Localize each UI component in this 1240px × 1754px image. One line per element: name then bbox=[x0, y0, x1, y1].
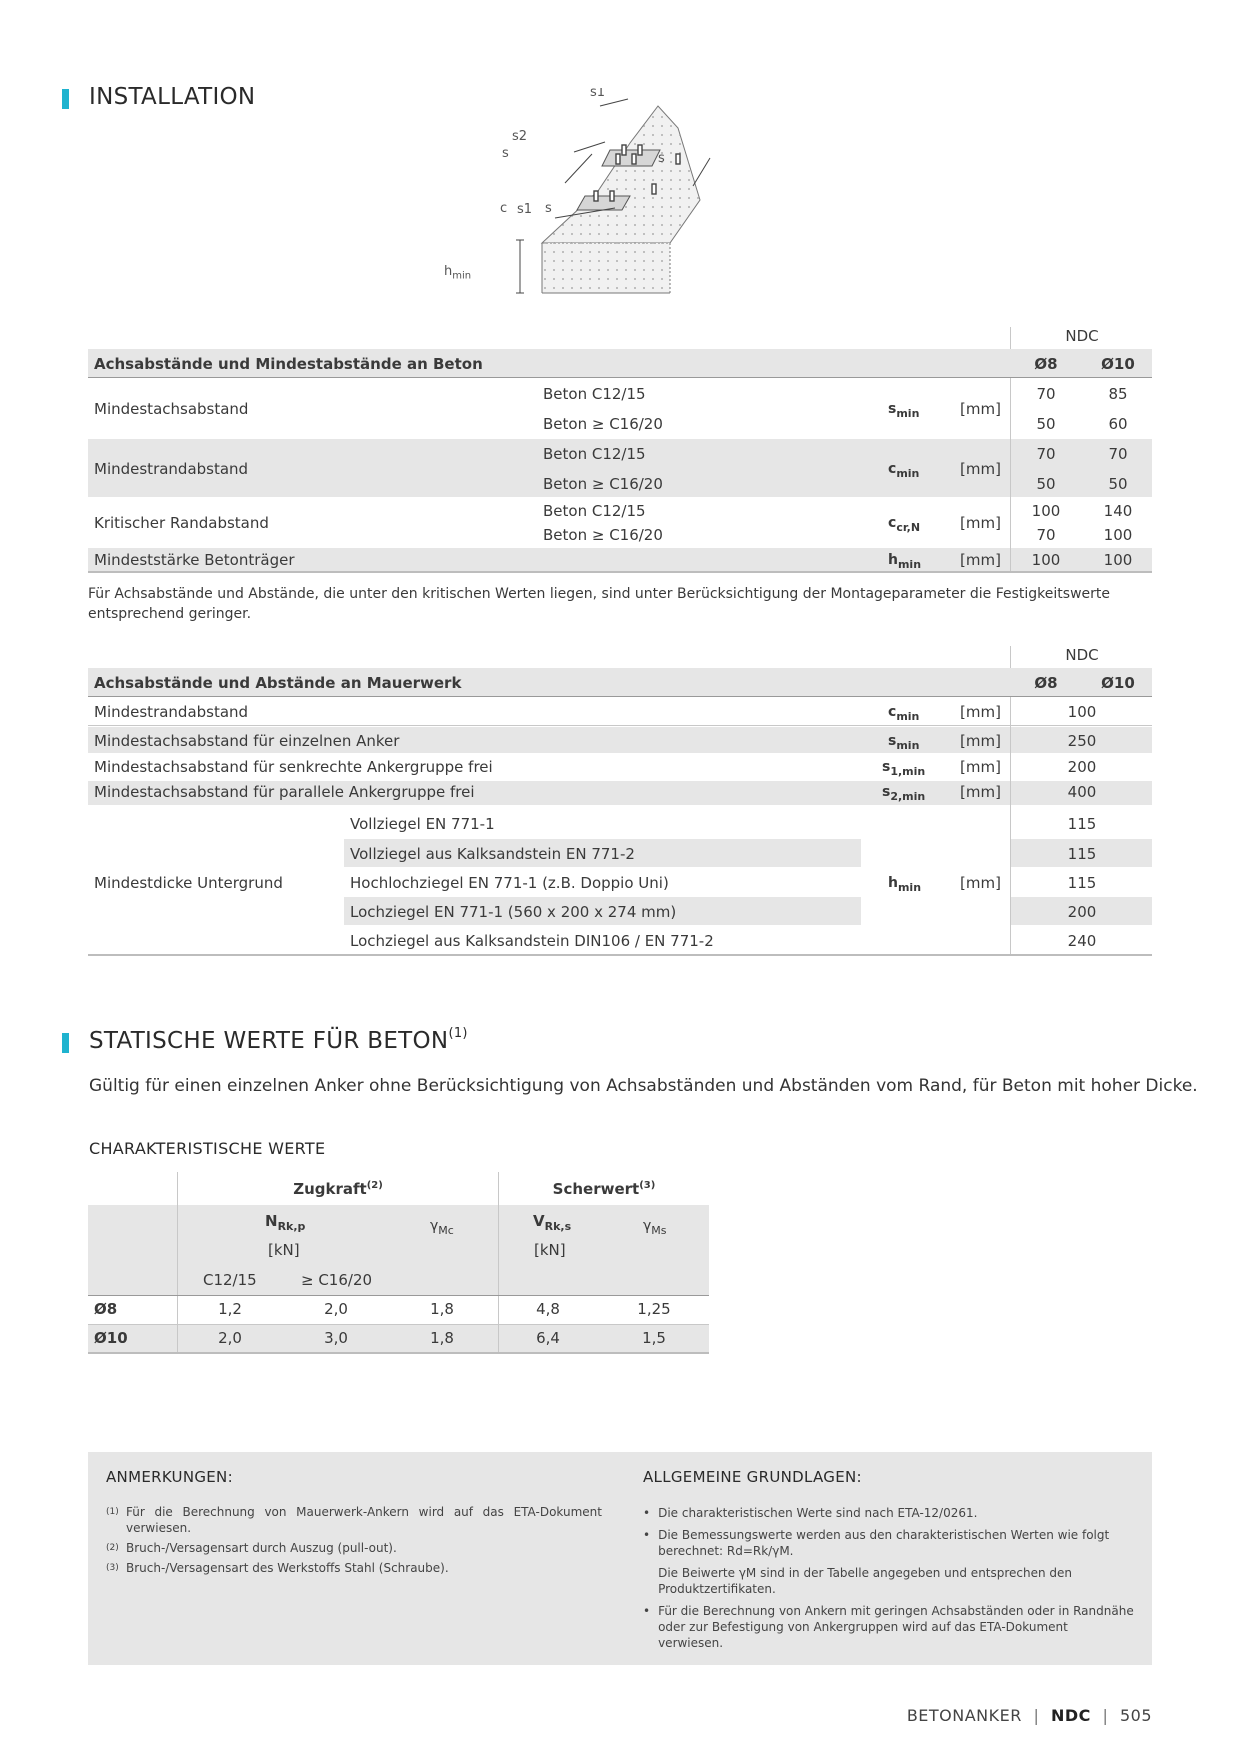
n-rkp-symbol: $N_{Rk,p}$ bbox=[265, 1212, 306, 1233]
beton-row-label: Kritischer Randabstand bbox=[94, 514, 269, 532]
beton-row-unit: [mm] bbox=[960, 460, 1001, 478]
material-value: 240 bbox=[1067, 932, 1097, 950]
beton-row-symbol: $c_{cr,N}$ bbox=[888, 515, 921, 534]
gamma-mc-symbol: $\gamma_{Mc}$ bbox=[430, 1218, 454, 1237]
beton-product: NDC bbox=[1065, 327, 1099, 345]
beton-row-sub2: Beton ≥ C16/20 bbox=[543, 475, 663, 493]
static-value: 6,4 bbox=[536, 1329, 560, 1347]
footer-product: NDC bbox=[1050, 1706, 1091, 1725]
beton-row-unit: [mm] bbox=[960, 551, 1001, 569]
label-s-right: s bbox=[658, 151, 665, 166]
zugkraft-header: Zugkraft$^{(2)}$ bbox=[293, 1180, 383, 1198]
beton-row-symbol: $s_{min}$ bbox=[888, 401, 920, 420]
static-row-d: Ø8 bbox=[94, 1300, 118, 1318]
label-s1-top: s1 bbox=[590, 88, 606, 100]
list-item: • Für die Berechnung von Ankern mit geringen Achsabständen oder in Randnähe oder zur Befestigung von Ankergruppen wird auf das ETA-Dokument verwiesen. bbox=[643, 1604, 1134, 1650]
beton-note: Für Achsabstände und Abstände, die unter den kritischen Werten liegen, sind unter Berücksichtigung der Montageparameter die Festigkeitswerte entsprechend geringer. bbox=[88, 586, 1110, 622]
beton-row-sub1: Beton C12/15 bbox=[543, 445, 646, 463]
static-header-bg bbox=[88, 1205, 177, 1295]
class-c1620: ≥ C16/20 bbox=[301, 1271, 373, 1289]
beton-row-sub1: Beton C12/15 bbox=[543, 502, 646, 520]
beton-row-sub1: Beton C12/15 bbox=[543, 385, 646, 403]
list-item: Die Beiwerte γM sind in der Tabelle angegeben und entsprechen den Produktzertifikaten. bbox=[658, 1566, 1073, 1596]
static-value: 1,8 bbox=[430, 1300, 454, 1318]
beton-row-symbol: $h_{min}$ bbox=[888, 552, 922, 571]
page-footer: BETONANKER | NDC | 505 bbox=[906, 1706, 1152, 1725]
mauer-row-unit: [mm] bbox=[960, 758, 1001, 776]
static-value: 3,0 bbox=[324, 1329, 348, 1347]
beton-row-label: Mindeststärke Betonträger bbox=[94, 551, 295, 569]
beton-value: 50 bbox=[1036, 415, 1056, 433]
label-s-bottom: s bbox=[545, 201, 552, 216]
mauer-row-label: Mindestachsabstand für parallele Ankergruppe frei bbox=[94, 783, 475, 801]
beton-value: 100 bbox=[1031, 551, 1061, 569]
mauer-row-unit: [mm] bbox=[960, 783, 1001, 801]
mauer-row-label: Mindestachsabstand für senkrechte Ankergruppe frei bbox=[94, 758, 493, 776]
rule bbox=[88, 725, 1152, 726]
material-name: Lochziegel EN 771-1 (560 x 200 x 274 mm) bbox=[350, 903, 677, 921]
beton-row-label: Mindestachsabstand bbox=[94, 400, 249, 418]
mauer-row-label: Mindestachsabstand für einzelnen Anker bbox=[94, 732, 400, 750]
static-value: 1,2 bbox=[218, 1300, 242, 1318]
static-value: 2,0 bbox=[324, 1300, 348, 1318]
beton-row-unit: [mm] bbox=[960, 400, 1001, 418]
material-value: 115 bbox=[1067, 845, 1097, 863]
rule bbox=[88, 571, 1152, 573]
v-rks-symbol: $V_{Rk,s}$ bbox=[533, 1212, 572, 1233]
rule bbox=[88, 696, 1152, 697]
section-marker bbox=[62, 1033, 69, 1053]
mauer-d8: Ø8 bbox=[1034, 674, 1058, 692]
footnote: (3) Bruch-/Versagensart des Werkstoffs Stahl (Schraube). bbox=[106, 1561, 449, 1575]
static-value: 1,25 bbox=[637, 1300, 671, 1318]
mauer-row-unit: [mm] bbox=[960, 703, 1001, 721]
footnote: (1) Für die Berechnung von Mauerwerk-Ankern wird auf das ETA-Dokument verwiesen. bbox=[106, 1505, 602, 1535]
unit-kn: [kN] bbox=[268, 1241, 300, 1259]
beton-value: 70 bbox=[1036, 526, 1056, 544]
mauer-row-symbol: $s_{1,min}$ bbox=[882, 759, 926, 778]
rule bbox=[88, 954, 1152, 956]
section-marker bbox=[62, 89, 69, 109]
static-value: 1,5 bbox=[642, 1329, 666, 1347]
beton-value: 140 bbox=[1103, 502, 1133, 520]
beton-value: 70 bbox=[1108, 445, 1128, 463]
beton-row-label: Mindestrandabstand bbox=[94, 460, 249, 478]
mauer-row-label: Mindestrandabstand bbox=[94, 703, 249, 721]
mauer-thickness-unit: [mm] bbox=[960, 874, 1001, 892]
material-value: 115 bbox=[1067, 874, 1097, 892]
mauer-value: 250 bbox=[1067, 732, 1097, 750]
rule bbox=[88, 1352, 709, 1354]
footnote: (2) Bruch-/Versagensart durch Auszug (pull-out). bbox=[106, 1541, 397, 1555]
char-title: CHARAKTERISTISCHE WERTE bbox=[89, 1139, 326, 1158]
beton-value: 50 bbox=[1108, 475, 1128, 493]
unit-kn: [kN] bbox=[534, 1241, 566, 1259]
installation-diagram bbox=[480, 88, 770, 308]
beton-value: 100 bbox=[1103, 526, 1133, 544]
class-c1215: C12/15 bbox=[203, 1271, 257, 1289]
mauer-header: Achsabstände und Abstände an Mauerwerk bbox=[94, 674, 462, 692]
material-name: Vollziegel aus Kalksandstein EN 771-2 bbox=[350, 845, 635, 863]
mauer-row-symbol: $c_{min}$ bbox=[888, 704, 920, 723]
label-c: c bbox=[500, 201, 508, 216]
mauer-value: 200 bbox=[1067, 758, 1097, 776]
page-number: 505 bbox=[1119, 1706, 1152, 1725]
beton-header: Achsabstände und Mindestabstände an Beton bbox=[94, 355, 483, 373]
beton-value: 70 bbox=[1036, 445, 1056, 463]
material-name: Hochlochziegel EN 771-1 (z.B. Doppio Uni) bbox=[350, 874, 669, 892]
material-value: 115 bbox=[1067, 815, 1097, 833]
label-s2: s2 bbox=[512, 129, 528, 144]
mauer-value: 100 bbox=[1067, 703, 1097, 721]
static-value: 1,8 bbox=[430, 1329, 454, 1347]
beton-value: 100 bbox=[1031, 502, 1061, 520]
label-s1-bottom: s1 bbox=[517, 202, 533, 217]
static-row-d: Ø10 bbox=[94, 1329, 128, 1347]
list-item: • Die charakteristischen Werte sind nach ETA-12/0261. bbox=[643, 1506, 978, 1520]
footer-section: BETONANKER bbox=[906, 1706, 1022, 1725]
mauer-thickness-label: Mindestdicke Untergrund bbox=[94, 874, 283, 892]
static-subtitle: Gültig für einen einzelnen Anker ohne Berücksichtigung von Achsabständen und Abständen vom Rand, für Beton mit hoher Dicke. bbox=[89, 1076, 1198, 1096]
material-value: 200 bbox=[1067, 903, 1097, 921]
mauer-row-symbol: $s_{2,min}$ bbox=[882, 784, 926, 803]
notes-left-title: ANMERKUNGEN: bbox=[106, 1468, 233, 1486]
label-hmin-text: $h_{min}$ bbox=[444, 264, 472, 282]
notes-right-title: ALLGEMEINE GRUNDLAGEN: bbox=[643, 1468, 862, 1486]
scherwert-header: Scherwert$^{(3)}$ bbox=[552, 1180, 656, 1198]
beton-value: 70 bbox=[1036, 385, 1056, 403]
beton-value: 100 bbox=[1103, 551, 1133, 569]
rule bbox=[88, 1295, 709, 1296]
beton-row-symbol: $c_{min}$ bbox=[888, 461, 920, 480]
footnotes-list bbox=[106, 1504, 602, 1576]
static-value: 4,8 bbox=[536, 1300, 560, 1318]
beton-d8: Ø8 bbox=[1034, 355, 1058, 373]
section-title-installation: INSTALLATION bbox=[89, 84, 256, 110]
beton-value: 85 bbox=[1108, 385, 1128, 403]
mauer-thickness-symbol: $h_{min}$ bbox=[888, 875, 922, 894]
mauer-product: NDC bbox=[1065, 646, 1099, 664]
mauer-d10: Ø10 bbox=[1101, 674, 1135, 692]
gamma-ms-symbol: $\gamma_{Ms}$ bbox=[643, 1218, 667, 1237]
rule bbox=[88, 377, 1152, 378]
static-header-bg bbox=[499, 1205, 709, 1295]
label-s-left: s bbox=[502, 146, 509, 161]
section-title-static: STATISCHE WERTE FÜR BETON$^{(1)}$ bbox=[89, 1026, 468, 1054]
static-value: 2,0 bbox=[218, 1329, 242, 1347]
beton-row-unit: [mm] bbox=[960, 514, 1001, 532]
material-name: Lochziegel aus Kalksandstein DIN106 / EN 771-2 bbox=[350, 932, 714, 950]
beton-value: 60 bbox=[1108, 415, 1128, 433]
beton-row-sub2: Beton ≥ C16/20 bbox=[543, 526, 663, 544]
list-item: • Die Bemessungswerte werden aus den charakteristischen Werten wie folgt berechnet: Rd=Rk/γM. bbox=[643, 1528, 1110, 1558]
mauer-row-unit: [mm] bbox=[960, 732, 1001, 750]
beton-row-sub2: Beton ≥ C16/20 bbox=[543, 415, 663, 433]
mauer-row-symbol: $s_{min}$ bbox=[888, 733, 920, 752]
beton-d10: Ø10 bbox=[1101, 355, 1135, 373]
principles-list bbox=[643, 1505, 1135, 1651]
beton-value: 50 bbox=[1036, 475, 1056, 493]
material-name: Vollziegel EN 771-1 bbox=[350, 815, 495, 833]
mauer-value: 400 bbox=[1067, 783, 1097, 801]
